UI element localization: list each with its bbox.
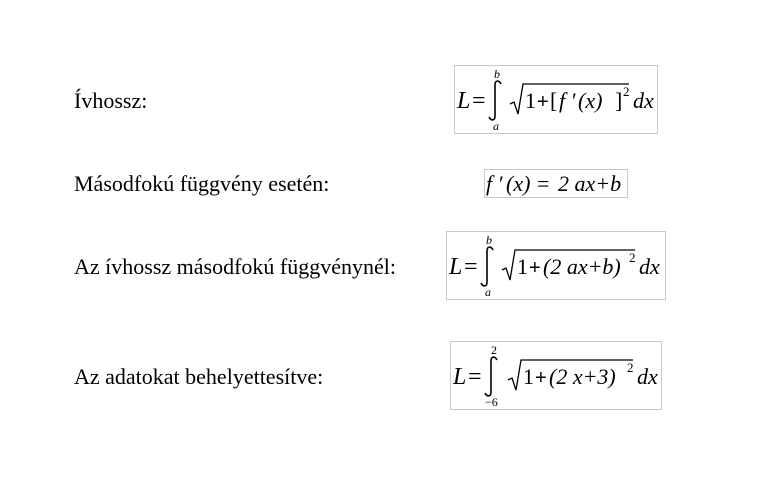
formula-equals: = <box>472 88 486 114</box>
formula-one: 1 <box>517 254 528 279</box>
integral-sign-icon <box>485 357 497 396</box>
quadratic-arc-length-formula <box>446 231 666 300</box>
quadratic-derivative-label: Másodfokú függvény esetén: <box>74 171 330 196</box>
substituted-formula <box>450 341 662 410</box>
formula-fprime: f ′ <box>559 88 576 113</box>
formula-plus: + <box>537 91 549 113</box>
formula-one: 1 <box>525 88 536 113</box>
formula-rhs: 2 ax+b <box>558 171 622 196</box>
formula-lhs: L <box>449 254 463 280</box>
formula-exponent: 2 <box>623 84 630 99</box>
formula-inner: (2 ax+b) <box>543 254 621 279</box>
substituted-label: Az adatokat behelyettesítve: <box>74 364 324 389</box>
quadratic-arc-length-label: Az ívhossz másodfokú függvénynél: <box>74 254 396 279</box>
formula-equals: = <box>537 171 550 196</box>
formula-one: 1 <box>523 364 534 389</box>
formula-exponent: 2 <box>627 360 634 375</box>
integral-sign-icon <box>481 247 493 286</box>
formula-differential: dx <box>637 364 658 389</box>
arc-length-label: Ívhossz: <box>74 88 148 113</box>
lower-limit: a <box>493 119 499 133</box>
arc-length-formula <box>454 65 658 134</box>
formula-plus: + <box>535 367 547 389</box>
formula-lhs: L <box>457 88 471 114</box>
formula-arg: (x) <box>506 171 531 196</box>
formula-arg: (x) <box>578 88 603 113</box>
upper-limit: b <box>494 67 500 81</box>
upper-limit: b <box>486 233 492 247</box>
formula-equals: = <box>468 364 482 390</box>
integral-sign-icon <box>489 81 501 120</box>
formula-differential: dx <box>639 254 660 279</box>
formula-open-bracket: [ <box>550 88 558 113</box>
formula-lhs: L <box>453 364 467 390</box>
derivative-formula <box>484 169 628 198</box>
formula-fprime: f ′ <box>486 171 503 196</box>
formula-equals: = <box>464 254 478 280</box>
formula-close-bracket: ] <box>615 88 623 113</box>
formula-inner: (2 x+3) <box>549 364 616 389</box>
upper-limit: 2 <box>491 343 497 357</box>
formula-exponent: 2 <box>629 250 636 265</box>
formula-plus: + <box>529 257 541 279</box>
lower-limit: a <box>485 285 491 299</box>
formula-differential: dx <box>633 88 654 113</box>
lower-limit: −6 <box>485 395 498 409</box>
